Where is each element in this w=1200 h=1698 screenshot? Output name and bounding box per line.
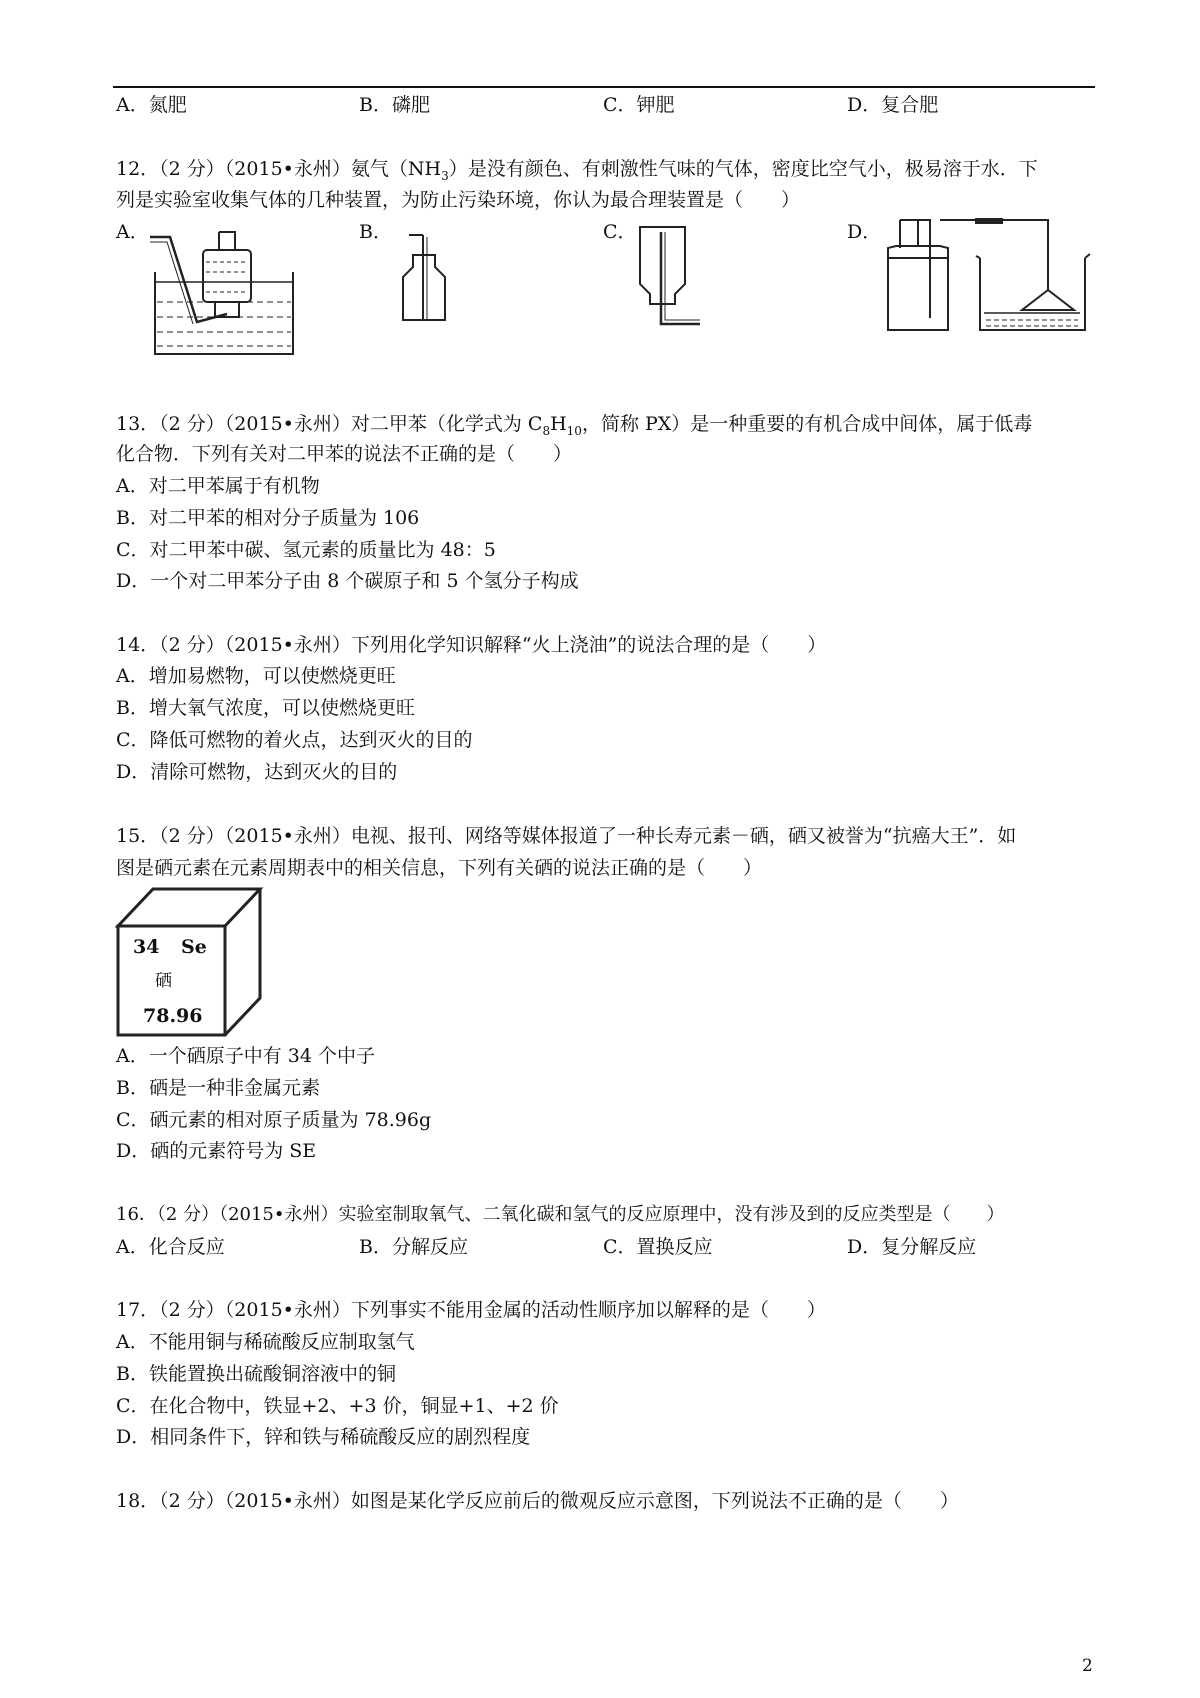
apparatus-d-absorption-setup-figure <box>880 218 1100 333</box>
q12-label-c: C． <box>603 221 637 243</box>
q12-stem-part: ）是没有颜色、有刺激性气味的气体，密度比空气小，极易溶于水．下 <box>448 158 1038 180</box>
q14-stem-line1: 14．（2 分）（2015•永州）下列用化学知识解释“火上浇油”的说法合理的是（ ） <box>116 634 827 656</box>
q16-option-b: B．分解反应 <box>359 1236 468 1258</box>
element-number: 34 <box>133 936 160 958</box>
q12-label-b: B． <box>359 221 392 243</box>
q12-stem-line2: 列是实验室收集气体的几种装置，为防止污染环境，你认为最合理装置是（ ） <box>116 189 801 211</box>
q17-option-d: D．相同条件下，锌和铁与稀硫酸反应的剧烈程度 <box>116 1426 531 1448</box>
header-rule <box>113 86 1095 88</box>
q15-option-a: A．一个硒原子中有 34 个中子 <box>116 1045 375 1067</box>
q13-stem-line1 <box>116 412 1032 436</box>
q18-stem-line1: 18．（2 分）（2015•永州）如图是某化学反应前后的微观反应示意图，下列说法不正确的是（ ） <box>116 1490 959 1512</box>
q11-option-a: A．氮肥 <box>116 94 187 116</box>
q17-option-b: B．铁能置换出硫酸铜溶液中的铜 <box>116 1363 396 1385</box>
q17-stem-line1: 17．（2 分）（2015•永州）下列事实不能用金属的活动性顺序加以解释的是（ ） <box>116 1299 826 1321</box>
q11-option-b: B．磷肥 <box>359 94 430 116</box>
q15-stem-line2: 图是硒元素在元素周期表中的相关信息，下列有关硒的说法正确的是（ ） <box>116 857 763 879</box>
q16-option-c: C．置换反应 <box>603 1236 713 1258</box>
q11-option-c: C．钾肥 <box>603 94 675 116</box>
q13-subscript-c: 8 <box>542 423 551 438</box>
q13-option-d: D．一个对二甲苯分子由 8 个碳原子和 5 个氢分子构成 <box>116 570 579 592</box>
q13-option-c: C．对二甲苯中碳、氢元素的质量比为 48：5 <box>116 539 496 561</box>
apparatus-c-inverted-bottle-figure <box>635 222 710 332</box>
q16-stem-line1: 16．（2 分）（2015•永州）实验室制取氧气、二氧化碳和氢气的反应原理中，没有涉及到的反应类型是（ ） <box>116 1204 1005 1225</box>
q17-option-a: A．不能用铜与稀硫酸反应制取氢气 <box>116 1331 415 1353</box>
q14-option-d: D．清除可燃物，达到灭火的目的 <box>116 761 398 783</box>
q11-option-d: D．复合肥 <box>847 94 939 116</box>
apparatus-a-water-trough-figure <box>145 222 295 362</box>
q14-option-a: A．增加易燃物，可以使燃烧更旺 <box>116 665 396 687</box>
q13-option-b: B．对二甲苯的相对分子质量为 106 <box>116 507 420 529</box>
q12-label-a: A． <box>116 221 149 243</box>
q16-option-d: D．复分解反应 <box>847 1236 977 1258</box>
q17-option-c: C．在化合物中，铁显+2、+3 价，铜显+1、+2 价 <box>116 1395 559 1417</box>
element-mass: 78.96 <box>143 1005 203 1027</box>
q12-label-d: D． <box>847 221 882 243</box>
q15-stem-line1: 15．（2 分）（2015•永州）电视、报刊、网络等媒体报道了一种长寿元素－硒，硒又被誉为“抗癌大王”．如 <box>116 825 1017 847</box>
q12-stem-line1 <box>116 157 1038 181</box>
page-number: 2 <box>1082 1656 1093 1676</box>
q13-subscript-h: 10 <box>566 423 582 438</box>
q12-subscript: 3 <box>441 168 449 183</box>
q15-option-c: C．硒元素的相对原子质量为 78.96g <box>116 1109 432 1131</box>
q13-stem-part: ，简称 PX）是一种重要的有机合成中间体，属于低毒 <box>581 413 1033 435</box>
q14-option-b: B．增大氧气浓度，可以使燃烧更旺 <box>116 697 415 719</box>
q15-option-b: B．硒是一种非金属元素 <box>116 1077 320 1099</box>
q13-stem-part: 13．（2 分）（2015•永州）对二甲苯（化学式为 C <box>116 413 543 435</box>
element-symbol: Se <box>181 936 207 958</box>
q16-option-a: A．化合反应 <box>116 1236 225 1258</box>
q12-stem-part: 12．（2 分）（2015•永州）氨气（NH <box>116 158 442 180</box>
apparatus-b-bottle-figure <box>395 225 465 325</box>
q14-option-c: C．降低可燃物的着火点，达到灭火的目的 <box>116 729 473 751</box>
q13-stem-line2: 化合物．下列有关对二甲苯的说法不正确的是（ ） <box>116 443 573 465</box>
q13-stem-part: H <box>550 413 567 435</box>
q15-option-d: D．硒的元素符号为 SE <box>116 1140 317 1162</box>
selenium-periodic-cell-figure <box>115 886 265 1038</box>
q13-option-a: A．对二甲苯属于有机物 <box>116 475 320 497</box>
element-name: 硒 <box>155 971 172 991</box>
